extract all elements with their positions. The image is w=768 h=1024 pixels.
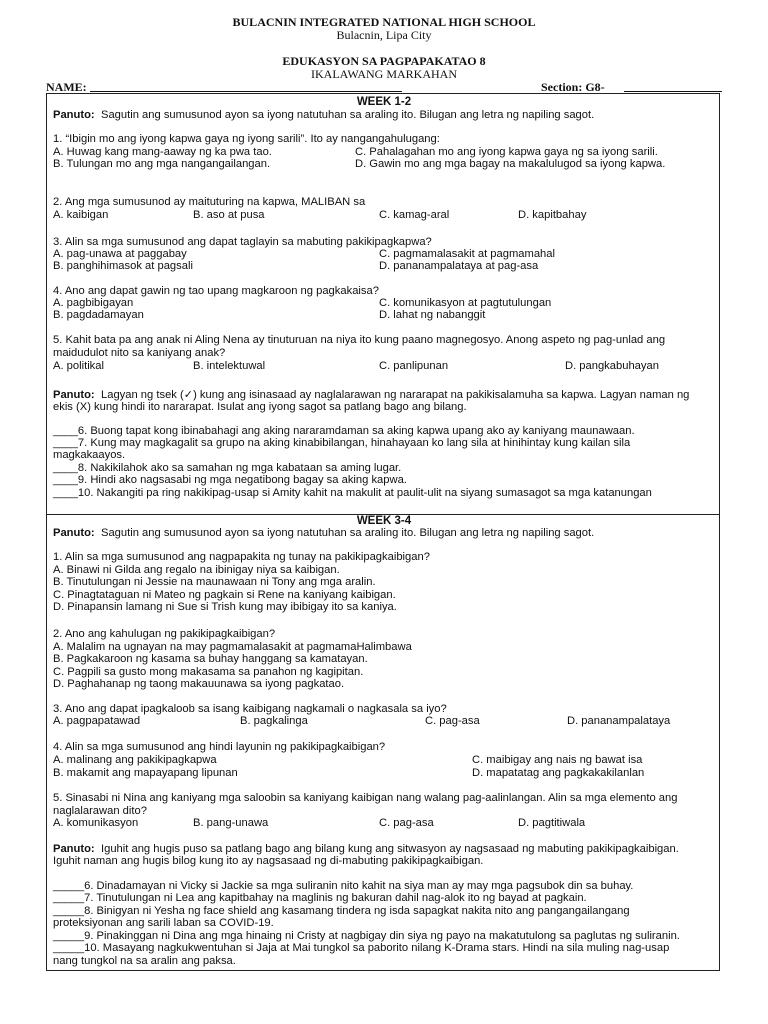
list-item: ____9. Hindi ako nagsasabi ng mga negatibong bagay sa aking kapwa. [53,474,407,486]
panuto-text-line-1: Lagyan ng tsek (✓) kung ang isinasaad ay naglalarawan ng nararapat na pakikisalamuha sa kapwa. Lagyan naman ng [101,389,690,401]
choice-a[interactable]: A. Binawi ni Gilda ang regalo na ibinigay niya sa kaibigan. [53,564,340,576]
panuto-label: Panuto: [53,109,95,121]
choice-b[interactable]: B. pagdadamayan [53,309,144,321]
question-stem: 2. Ang mga sumusunod ay maituturing na kapwa, MALIBAN sa [53,196,366,208]
list-item: ____7. Kung may magkagalit sa grupo na aking kinabibilangan, hinahayaan ko lang sila at hinihintay kung kailan sila [53,437,631,449]
school-name: BULACNIN INTEGRATED NATIONAL HIGH SCHOOL [232,15,536,29]
choice-d[interactable]: D. lahat ng nabanggit [379,309,486,321]
choice-d[interactable]: D. kapitbahay [518,209,587,221]
choice-c[interactable]: C. panlipunan [379,360,449,372]
choice-b[interactable]: B. Tulungan mo ang mga nangangailangan. [53,158,271,170]
choice-b[interactable]: B. pagkalinga [240,715,308,727]
list-item: _____10. Masayang nagkukwentuhan si Jaja at Mai tungkol sa paborito nilang K-Drama stars. Hindi na sila muling nag-usap [53,942,670,954]
choice-a[interactable]: A. komunikasyon [53,817,139,829]
panuto-label: Panuto: [53,389,95,401]
choice-d[interactable]: D. Paghahanap ng taong makauunawa sa iyong pagkatao. [53,678,345,690]
name-blank-line[interactable] [90,91,402,92]
choice-d[interactable]: D. pananampalataya [567,715,671,727]
choice-a[interactable]: A. pag-unawa at paggabay [53,248,187,260]
question-stem: 1. “Ibigin mo ang iyong kapwa gaya ng iyong sarili”. Ito ay nangangahulugang: [53,133,440,145]
choice-a[interactable]: A. malinang ang pakikipagkapwa [53,754,217,766]
choice-b[interactable]: B. intelektuwal [193,360,266,372]
question-stem: 3. Alin sa mga sumusunod ang dapat taglayin sa mabuting pakikipagkapwa? [53,236,432,248]
choice-b[interactable]: B. Pagkakaroon ng kasama sa buhay hanggang sa kamatayan. [53,653,368,665]
choice-b[interactable]: B. makamit ang mapayapang lipunan [53,767,238,779]
panuto-text: Sagutin ang sumusunod ayon sa iyong natutuhan sa araling ito. Bilugan ang letra ng napiling sagot. [101,109,595,121]
choice-c[interactable]: C. pag-asa [379,817,434,829]
choice-d[interactable]: D. pagtitiwala [518,817,586,829]
choice-a[interactable]: A. kaibigan [53,209,109,221]
subject-title: EDUKASYON SA PAGPAPAKATAO 8 [282,54,486,68]
question-stem-line-1: 5. Kahit bata pa ang anak ni Aling Nena ay tinuturuan na niya ito kung paano magnegosyo. Anong aspeto ng pag-unlad ang [53,334,666,346]
list-item: ____8. Nakikilahok ako sa samahan ng mga kabataan sa aming lugar. [53,462,402,474]
list-item: _____7. Tinutulungan ni Lea ang kapitbahay na maglinis ng bakuran dahil nag-alok ito ng bayad at pagkain. [53,892,587,904]
list-item: proteksiyonan ang sarili laban sa COVID-19. [53,917,274,929]
panuto-text-line-2: ekis (X) kung hindi ito nararapat. Isulat ang iyong sagot sa patlang bago ang bilang. [53,401,467,413]
panuto-text: Sagutin ang sumusunod ayon sa iyong natutuhan sa araling ito. Bilugan ang letra ng napiling sagot. [101,527,595,539]
question-stem: 2. Ano ang kahulugan ng pakikipagkaibigan? [53,628,276,640]
name-label: NAME: [46,80,87,94]
choice-d[interactable]: D. mapatatag ang pagkakakilanlan [472,767,645,779]
choice-c[interactable]: C. maibigay ang nais ng bawat isa [472,754,643,766]
list-item: _____8. Binigyan ni Yesha ng face shield ang kasamang tindera ng isda sapagkat nakita nito ang pangangailangang [53,905,630,917]
choice-a[interactable]: A. Malalim na ugnayan na may pagmamalasakit at pagmamaHalimbawa [53,641,412,653]
choice-d[interactable]: D. Gawin mo ang mga bagay na makalulugod sa iyong kapwa. [355,158,666,170]
choice-a[interactable]: A. politikal [53,360,104,372]
choice-b[interactable]: B. aso at pusa [193,209,265,221]
panuto-label: Panuto: [53,527,95,539]
question-stem-line-2: naglalarawan dito? [53,805,147,817]
panuto-label: Panuto: [53,843,95,855]
choice-a[interactable]: A. pagpapatawad [53,715,141,727]
section-blank-line[interactable] [624,91,722,92]
question-stem: 4. Alin sa mga sumusunod ang hindi layunin ng pakikipagkaibigan? [53,741,386,753]
section-label: Section: G8- [541,80,605,94]
list-item: ____6. Buong tapat kong ibinabahagi ang aking nararamdaman sa aking kapwa upang ako ay kaniyang maunawaan. [53,425,635,437]
choice-c[interactable]: C. Pinagtataguan ni Mateo ng pagkain si Rene na kaniyang kaibigan. [53,589,396,601]
choice-c[interactable]: C. Pagpili sa gusto mong makasama sa panahon ng kagipitan. [53,666,364,678]
choice-c[interactable]: C. komunikasyon at pagtutulungan [379,297,552,309]
name-section-row [46,80,722,94]
choice-b[interactable]: B. panghihimasok at pagsali [53,260,193,272]
quarter-title: IKALAWANG MARKAHAN [310,67,458,81]
panuto-text-line-2: Iguhit naman ang hugis bilog kung ito ay nagsasaad ng di-mabuting pakikipagkaibigan. [53,855,484,867]
list-item: ____10. Nakangiti pa ring nakikipag-usap si Amity kahit na makulit at paulit-ulit na siyang sumasagot sa mga katanungan [53,487,652,499]
choice-c[interactable]: C. pag-asa [425,715,480,727]
choice-d[interactable]: D. Pinapansin lamang ni Sue si Trish kung may ibibigay ito sa kaniya. [53,601,397,613]
week-3-4-title: WEEK 3-4 [356,515,412,527]
list-item: _____9. Pinakinggan ni Dina ang mga hinaing ni Cristy at nagbigay din siya ng payo na makatutulong sa paglutas ng suliranin. [53,930,680,942]
choice-a[interactable]: A. Huwag kang mang-aaway ng ka pwa tao. [53,146,272,158]
choice-c[interactable]: C. Pahalagahan mo ang iyong kapwa gaya ng sa iyong sarili. [355,146,658,158]
list-item: magkakaayos. [53,449,126,461]
question-stem: 1. Alin sa mga sumusunod ang nagpapakita ng tunay na pakikipagkaibigan? [53,551,430,563]
question-stem-line-2: maidudulot nito sa kaniyang anak? [53,347,226,359]
choice-c[interactable]: C. kamag-aral [379,209,450,221]
choice-b[interactable]: B. Tinutulungan ni Jessie na maunawaan ni Tony ang mga aralin. [53,576,376,588]
question-stem: 3. Ano ang dapat ipagkaloob sa isang kaibigang nagkamali o nagkasala sa iyo? [53,703,447,715]
choice-b[interactable]: B. pang-unawa [193,817,269,829]
question-stem: 4. Ano ang dapat gawin ng tao upang magkaroon ng pagkakaisa? [53,285,379,297]
school-address: Bulacnin, Lipa City [336,28,432,42]
week-1-2-title: WEEK 1-2 [356,96,412,108]
choice-c[interactable]: C. pagmamalasakit at pagmamahal [379,248,555,260]
question-stem-line-1: 5. Sinasabi ni Nina ang kaniyang mga saloobin sa kaniyang kaibigan nang walang pag-aalinlangan. Alin sa mga elemento ang [53,792,678,804]
choice-d[interactable]: D. pangkabuhayan [565,360,659,372]
choice-d[interactable]: D. pananampalataya at pag-asa [379,260,539,272]
list-item: _____6. Dinadamayan ni Vicky si Jackie sa mga suliranin nito kahit na siya man ay may mga pagsubok din sa buhay. [53,880,634,892]
list-item: nang tungkol na sa aralin ang paksa. [53,955,236,967]
choice-a[interactable]: A. pagbibigayan [53,297,134,309]
panuto-text-line-1: Iguhit ang hugis puso sa patlang bago ang bilang kung ang sitwasyon ay nagsasaad ng mabuting pakikipagkaibigan. [101,843,679,855]
